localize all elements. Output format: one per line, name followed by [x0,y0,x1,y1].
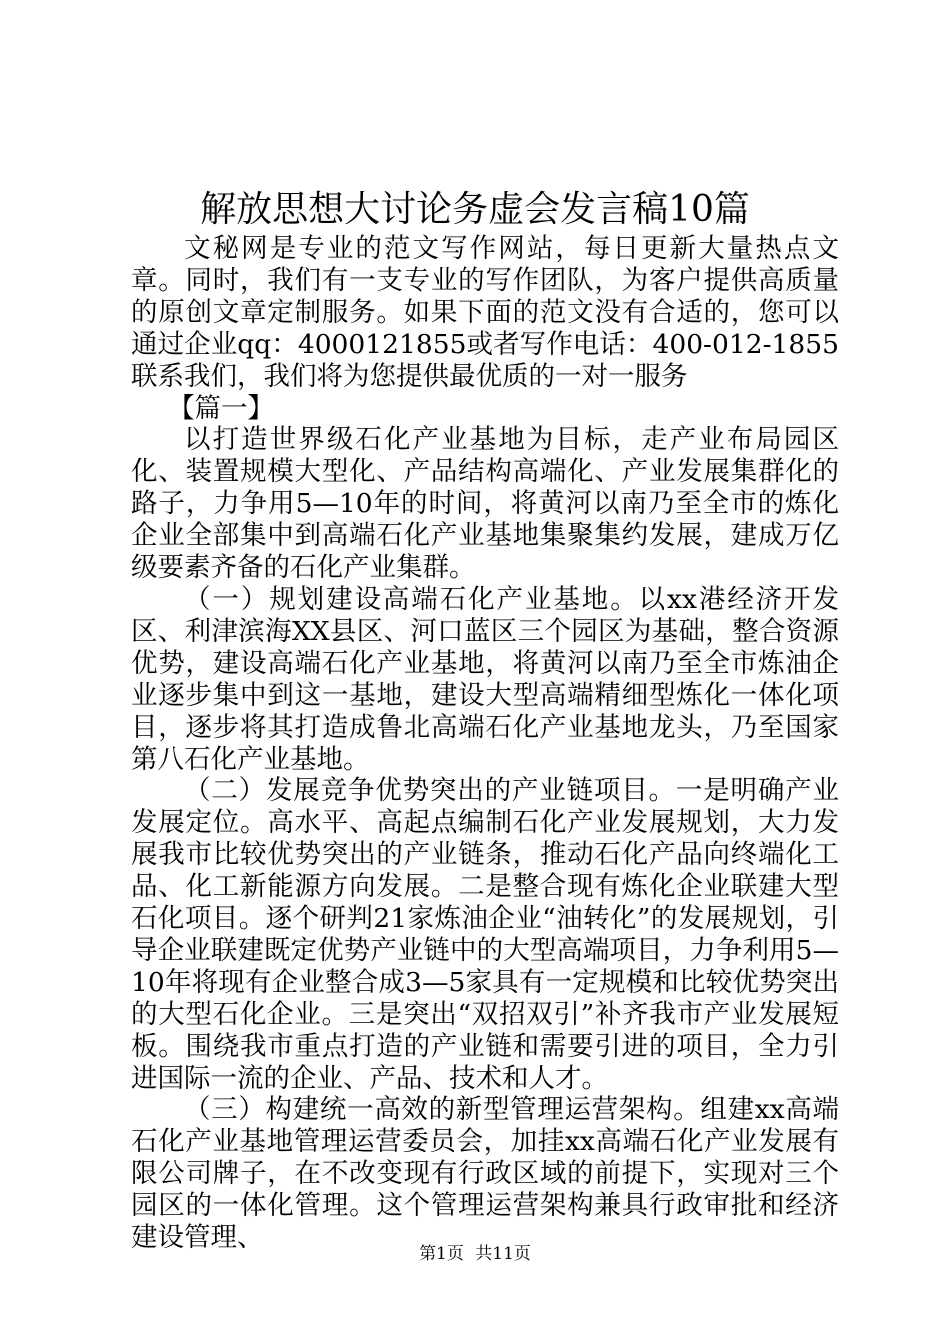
intro-paragraph: 文秘网是专业的范文写作网站，每日更新大量热点文章。同时，我们有一支专业的写作团队，为客户提供高质量的原创文章定制服务。如果下面的范文没有合适的，您可以通过企业qq：4000121855或者写作电话：400-012-1855联系我们，我们将为您提供最优质的一对一服务 [131,233,839,392]
section-heading: 【篇一】 [168,392,274,424]
subsection-paragraph-2: （二）发展竞争优势突出的产业链项目。一是明确产业发展定位。高水平、高起点编制石化产业发展规划，大力发展我市比较优势突出的产业链条，推动石化产品向终端化工品、化工新能源方向发展。二是整合现有炼化企业联建大型石化项目。逐个研判21家炼油企业“油转化”的发展规划，引导企业联建既定优势产业链中的大型高端项目，力争利用5—10年将现有企业整合成3—5家具有一定规模和比较优势突出的大型石化企业。三是突出“双招双引”补齐我市产业发展短板。围绕我市重点打造的产业链和需要引进的项目，全力引进国际一流的企业、产品、技术和人才。 [131,775,839,1094]
total-pages: 共11页 [475,1244,531,1264]
subsection-paragraph-1: （一）规划建设高端石化产业基地。以xx港经济开发区、利津滨海XX县区、河口蓝区三个园区为基础，整合资源优势，建设高端石化产业基地，将黄河以南乃至全市炼油企业逐步集中到这一基地，建设大型高端精细型炼化一体化项目，逐步将其打造成鲁北高端石化产业基地龙头，乃至国家第八石化产业基地。 [131,583,839,775]
subsection-paragraph-3: （三）构建统一高效的新型管理运营架构。组建xx高端石化产业基地管理运营委员会，加挂xx高端石化产业发展有限公司牌子，在不改变现有行政区域的前提下，实现对三个园区的一体化管理。这个管理运营架构兼具行政审批和经济建设管理、 [131,1094,839,1254]
body-paragraph: 以打造世界级石化产业基地为目标，走产业布局园区化、装置规模大型化、产品结构高端化、产业发展集群化的路子，力争用5—10年的时间，将黄河以南乃至全市的炼化企业全部集中到高端石化产业基地集聚集约发展，建成万亿级要素齐备的石化产业集群。 [131,424,839,584]
page-number: 第1页 [419,1244,464,1264]
document-body [131,233,839,1254]
page-footer [0,1242,950,1266]
document-title: 解放思想大讨论务虚会发言稿10篇 [200,189,750,230]
